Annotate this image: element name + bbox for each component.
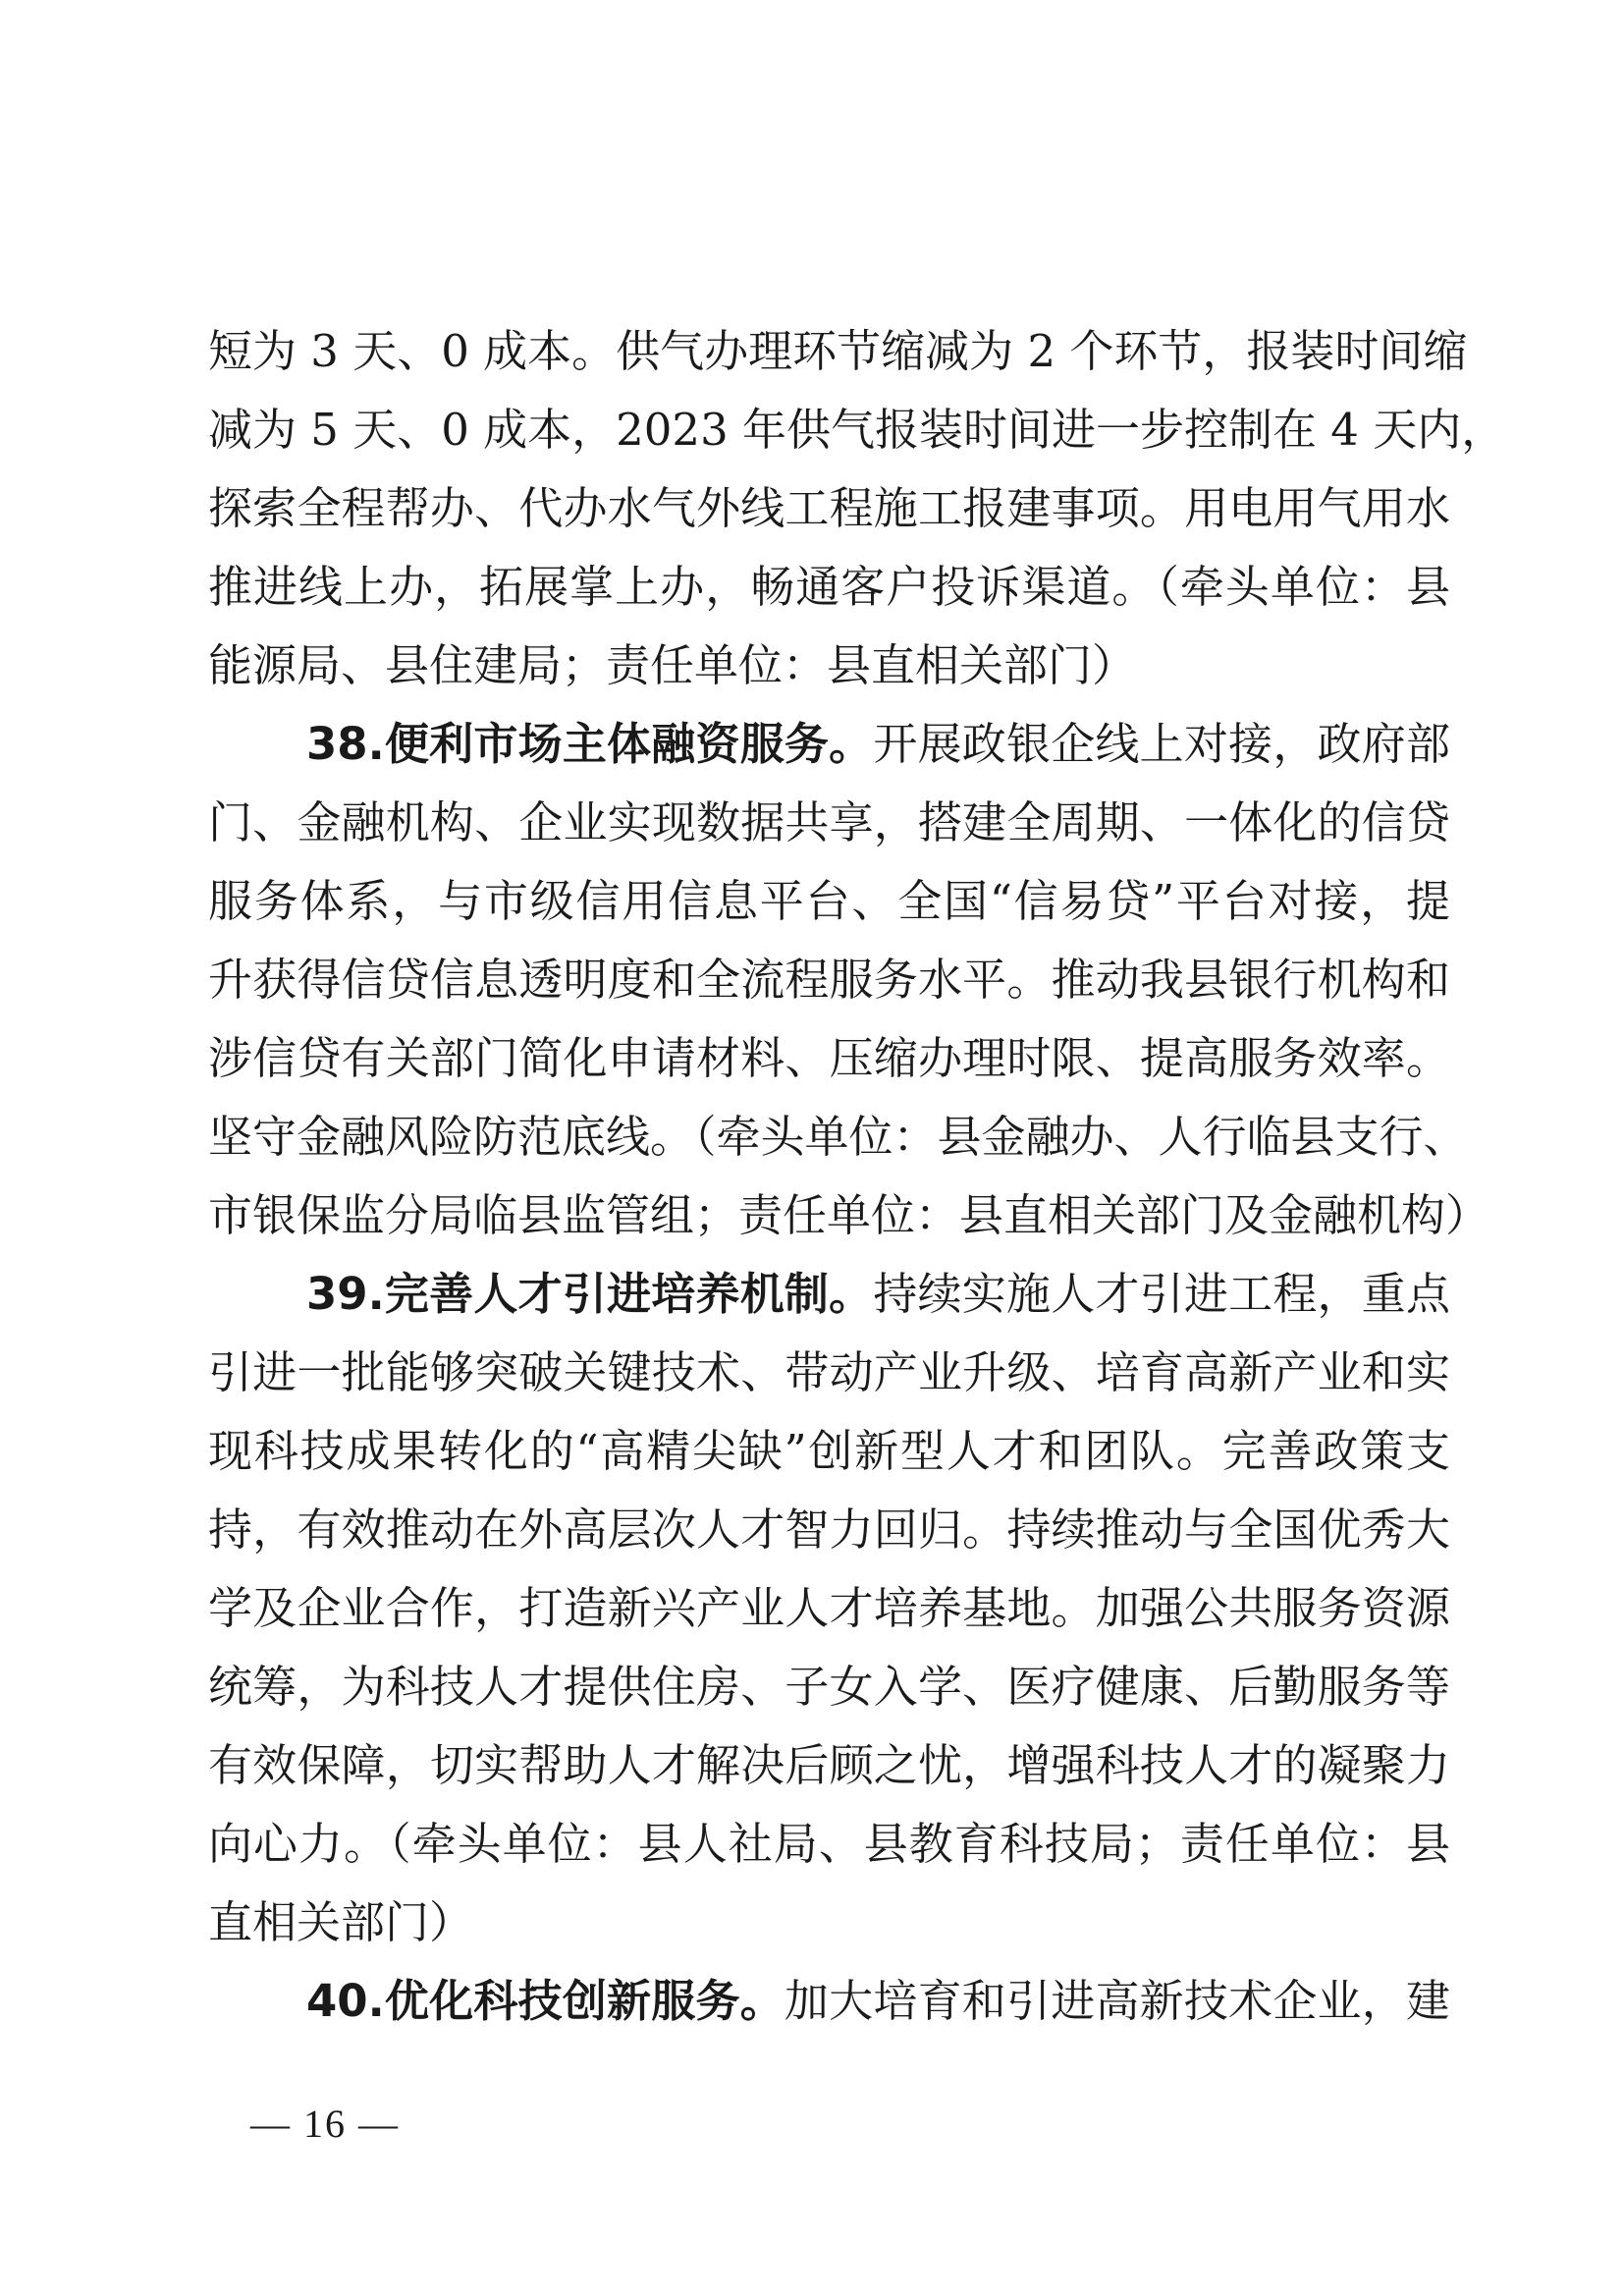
text-line: 现科技成果转化的“高精尖缺”创新型人才和团队。完善政策支 — [208, 1425, 1450, 1477]
text-line: 推进线上办，拓展掌上办，畅通客户投诉渠道。（牵头单位：县 — [208, 561, 1450, 613]
text-line: 探索全程帮办、代办水气外线工程施工报建事项。用电用气用水 — [208, 482, 1450, 534]
text-line: 市银保监分局临县监管组；责任单位：县直相关部门及金融机构） — [208, 1189, 1490, 1241]
text-line: 减为 5 天、0 成本，2023 年供气报装时间进一步控制在 4 天内， — [208, 404, 1506, 456]
page-number: — 16 — — [250, 2102, 400, 2146]
section-heading: 39.完善人才引进培养机制。 — [306, 1268, 874, 1320]
text-line: 能源局、县住建局；责任单位：县直相关部门） — [208, 639, 1137, 691]
text-line: 直相关部门） — [208, 1896, 474, 1948]
text-line: 坚守金融风险防范底线。（牵头单位：县金融办、人行临县支行、 — [208, 1111, 1468, 1163]
text-line: 服务体系，与市级信用信息平台、全国“信易贷”平台对接，提 — [208, 875, 1450, 927]
section-38-heading-line: 38.便利市场主体融资服务。开展政银企线上对接，政府部 — [306, 718, 1450, 770]
text-line: 统筹，为科技人才提供住房、子女入学、医疗健康、后勤服务等 — [208, 1661, 1450, 1713]
text-line: 门、金融机构、企业实现数据共享，搭建全周期、一体化的信贷 — [208, 796, 1450, 848]
text-line: 学及企业合作，打造新兴产业人才培养基地。加强公共服务资源 — [208, 1582, 1450, 1634]
text-line: 升获得信贷信息透明度和全流程服务水平。推动我县银行机构和 — [208, 954, 1450, 1006]
document-body — [208, 312, 1506, 2041]
text-line: 短为 3 天、0 成本。供气办理环节缩减为 2 个环节，报装时间缩 — [208, 325, 1468, 377]
text-line: 有效保障，切实帮助人才解决后顾之忧，增强科技人才的凝聚力 — [208, 1739, 1450, 1791]
text-line: 涉信贷有关部门简化申请材料、压缩办理时限、提高服务效率。 — [208, 1032, 1450, 1084]
text-line: 向心力。（牵头单位：县人社局、县教育科技局；责任单位：县 — [208, 1818, 1450, 1870]
section-40-heading-line: 40.优化科技创新服务。加大培育和引进高新技术企业，建 — [306, 1975, 1450, 2027]
text-line: 持，有效推动在外高层次人才智力回归。持续推动与全国优秀大 — [208, 1503, 1450, 1556]
section-heading: 38.便利市场主体融资服务。 — [306, 718, 874, 770]
section-heading: 40.优化科技创新服务。 — [306, 1975, 784, 2027]
text-line: 引进一批能够突破关键技术、带动产业升级、培育高新产业和实 — [208, 1346, 1450, 1398]
section-39-heading-line: 39.完善人才引进培养机制。持续实施人才引进工程，重点 — [306, 1268, 1450, 1320]
